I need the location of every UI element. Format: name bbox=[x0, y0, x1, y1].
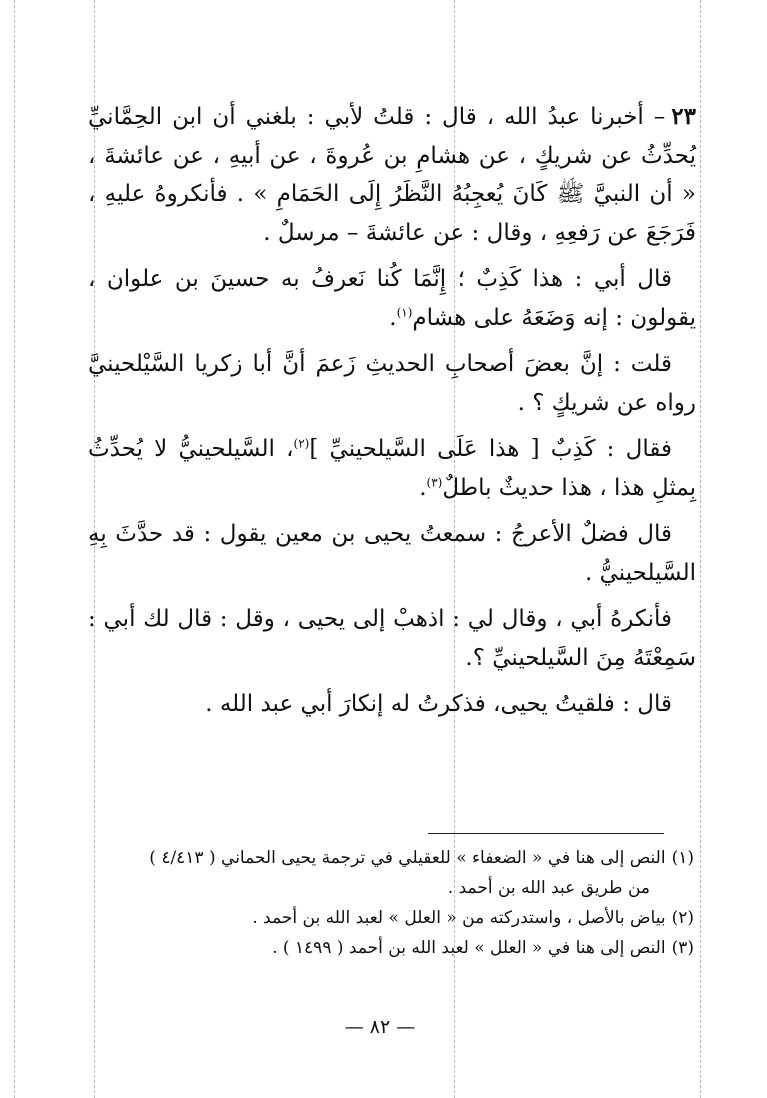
hadith-paragraph-2 bbox=[88, 260, 696, 337]
hadith-number: ٢٣ bbox=[671, 103, 696, 130]
footnote-mark: (١) bbox=[671, 848, 694, 868]
footnote-1 bbox=[110, 843, 694, 873]
paragraph-text: ، السَّيلحينيُّ لا يُحدِّثُ بِمثلِ هذا ، هذا حديثٌ باطلٌ bbox=[88, 436, 696, 501]
footnote-text: النص إلى هنا في « العلل » لعبد الله بن أحمد ( ١٤٩٩ ) . bbox=[272, 938, 666, 958]
footnote-ref-2: (٢) bbox=[293, 436, 310, 451]
hadith-paragraph-5 bbox=[88, 515, 696, 592]
footnote-mark: (٣) bbox=[671, 938, 694, 958]
page-number: — ٨٢ — bbox=[344, 1016, 416, 1038]
hadith-paragraph-3 bbox=[88, 345, 696, 422]
footnote-1-continued: من طريق عبد الله بن أحمد . bbox=[447, 878, 650, 898]
paragraph-text: فأنكرهُ أبي ، وقال لي : اذهبْ إلى يحيى ، وقل : قال لك أبي : سَمِعْتَهُ مِنَ السَّيلحينيِّ ؟. bbox=[88, 606, 696, 671]
paragraph-text: – أخبرنا عبدُ الله ، قال : قلتُ لأبي : بلغني أن ابن الحِمَّانيِّ يُحدِّثُ عن شريكٍ ، عن هشامِ بن عُروةَ ، عن أبيهِ ، عن عائشةَ ، « أن النبيَّ ﷺ كَانَ يُعجِبُهُ النَّظَرُ إِلَى الحَمَامِ » . فأنكروهُ عليهِ ، فَرَجَعَ عن رَفعِهِ ، وقال : عن عائشةَ – مرسلٌ . bbox=[88, 104, 696, 246]
footnote-2 bbox=[110, 903, 694, 933]
paragraph-end: . bbox=[389, 304, 397, 331]
paragraph-text: قال فضلٌ الأعرجُ : سمعتُ يحيى بن معين يقول : قد حدَّثَ بِهِ السَّيلحينيُّ . bbox=[88, 521, 696, 586]
paragraph-text: فقال : كَذِبٌ [ هذا عَلَى السَّيلحينيِّ ] bbox=[309, 436, 672, 462]
paragraph-text: قال أبي : هذا كَذِبٌ ؛ إِنَّمَا كُنا نَعرفُ به حسينَ بن علوان ، يقولون : إنه وَضَعَهُ على هشام bbox=[88, 266, 696, 331]
footnote-mark: (٢) bbox=[671, 908, 694, 928]
hadith-paragraph-1 bbox=[88, 98, 696, 252]
footnote-separator bbox=[428, 833, 664, 834]
paragraph-text: قال : فلقيتُ يحيى، فذكرتُ له إنكارَ أبي عبد الله . bbox=[205, 691, 672, 717]
main-text bbox=[88, 98, 696, 732]
paragraph-text: قلت : إنَّ بعضَ أصحابِ الحديثِ زَعمَ أنَّ أبا زكريا السَّيْلحينيَّ رواه عن شريكٍ ؟ . bbox=[88, 351, 696, 416]
footnote-text: النص إلى هنا في « الضعفاء » للعقيلي في ترجمة يحيى الحماني ( ٤/٤١٣ ) bbox=[149, 848, 666, 868]
margin-guide-line bbox=[14, 0, 15, 1098]
footnote-3 bbox=[110, 933, 694, 963]
paragraph-end: . bbox=[419, 474, 427, 501]
footnotes bbox=[110, 843, 694, 963]
hadith-paragraph-6 bbox=[88, 600, 696, 677]
margin-guide-line bbox=[700, 0, 701, 1098]
hadith-paragraph-7 bbox=[88, 685, 696, 724]
footnote-ref-1: (١) bbox=[396, 304, 413, 319]
footnote-text: بياض بالأصل ، واستدركته من « العلل » لعبد الله بن أحمد . bbox=[252, 908, 666, 928]
hadith-paragraph-4 bbox=[88, 430, 696, 507]
footnote-ref-3: (٣) bbox=[426, 474, 443, 489]
